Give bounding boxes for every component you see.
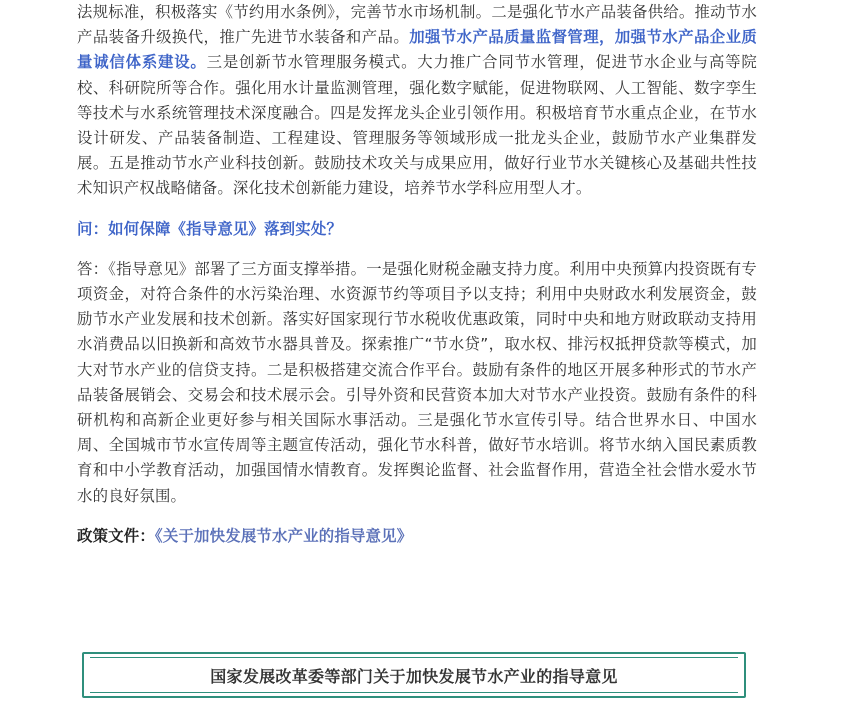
paragraph-measures bbox=[77, 0, 757, 202]
answer-paragraph: 答：《指导意见》部署了三方面支撑举措。一是强化财税金融支持力度。利用中央预算内投资既有专项资金，对符合条件的水污染治理、水资源节约等项目予以支持；利用中央财政水利发展资金，鼓励节水产业发展和技术创新。落实好国家现行节水税收优惠政策，同时中央和地方财政联动支持用水消费品以旧换新和高效节水器具普及。探索推广“节水贷”，取水权、排污权抵押贷款等模式，加大对节水产业的信贷支持。二是积极搭建交流合作平台。鼓励有条件的地区开展多种形式的节水产品装备展销会、交易会和技术展示会。引导外资和民营资本加大对节水产业投资。鼓励有条件的科研机构和高新企业更好参与相关国际水事活动。三是强化节水宣传引导。结合世界水日、中国水周、全国城市节水宣传周等主题宣传活动，强化节水科普，做好节水培训。将节水纳入国民素质教育和中小学教育活动，加强国情水情教育。发挥舆论监督、社会监督作用，营造全社会惜水爱水节水的良好氛围。 bbox=[77, 259, 757, 505]
paragraph-text: 三是创新节水管理服务模式。大力推广合同节水管理，促进节水企业与高等院校、科研院所等合作。强化用水计量监测管理，强化数字赋能，促进物联网、人工智能、数字孪生等技术与水系统管理技术深度融合。四是发挥龙头企业引领作用。积极培育节水重点企业，在节水设计研发、产品装备制造、工程建设、管理服务等领域形成一批龙头企业，鼓励节水产业集群发展。五是推动节水产业科技创新。鼓励技术攻关与成果应用，做好行业节水关键核心及基础共性技术知识产权战略储备。深化技术创新能力建设，培养节水学科应用型人才。 bbox=[77, 53, 757, 198]
spacer bbox=[77, 242, 757, 257]
policy-line bbox=[77, 524, 757, 549]
related-document-card[interactable] bbox=[82, 652, 746, 698]
related-document-title[interactable]: 国家发展改革委等部门关于加快发展节水产业的指导意见 bbox=[210, 666, 618, 686]
question-heading: 问：如何保障《指导意见》落到实处？ bbox=[77, 219, 343, 238]
highlight-text: 加强节水产品质量监督管理，加强节水产品企业质量诚信体系建设。 bbox=[77, 28, 757, 72]
policy-document-link[interactable]: 《关于加快发展节水产业的指导意见》 bbox=[154, 526, 413, 545]
spacer bbox=[77, 202, 757, 217]
spacer bbox=[77, 509, 757, 524]
policy-label: 政策文件： bbox=[77, 526, 155, 545]
paragraph-text: 法规标准，积极落实《节约用水条例》，完善节水市场机制。二是强化节水产品装备供给。推动节水产品装备升级换代，推广先进节水装备和产品。 bbox=[77, 3, 757, 47]
article-body bbox=[77, 0, 757, 549]
